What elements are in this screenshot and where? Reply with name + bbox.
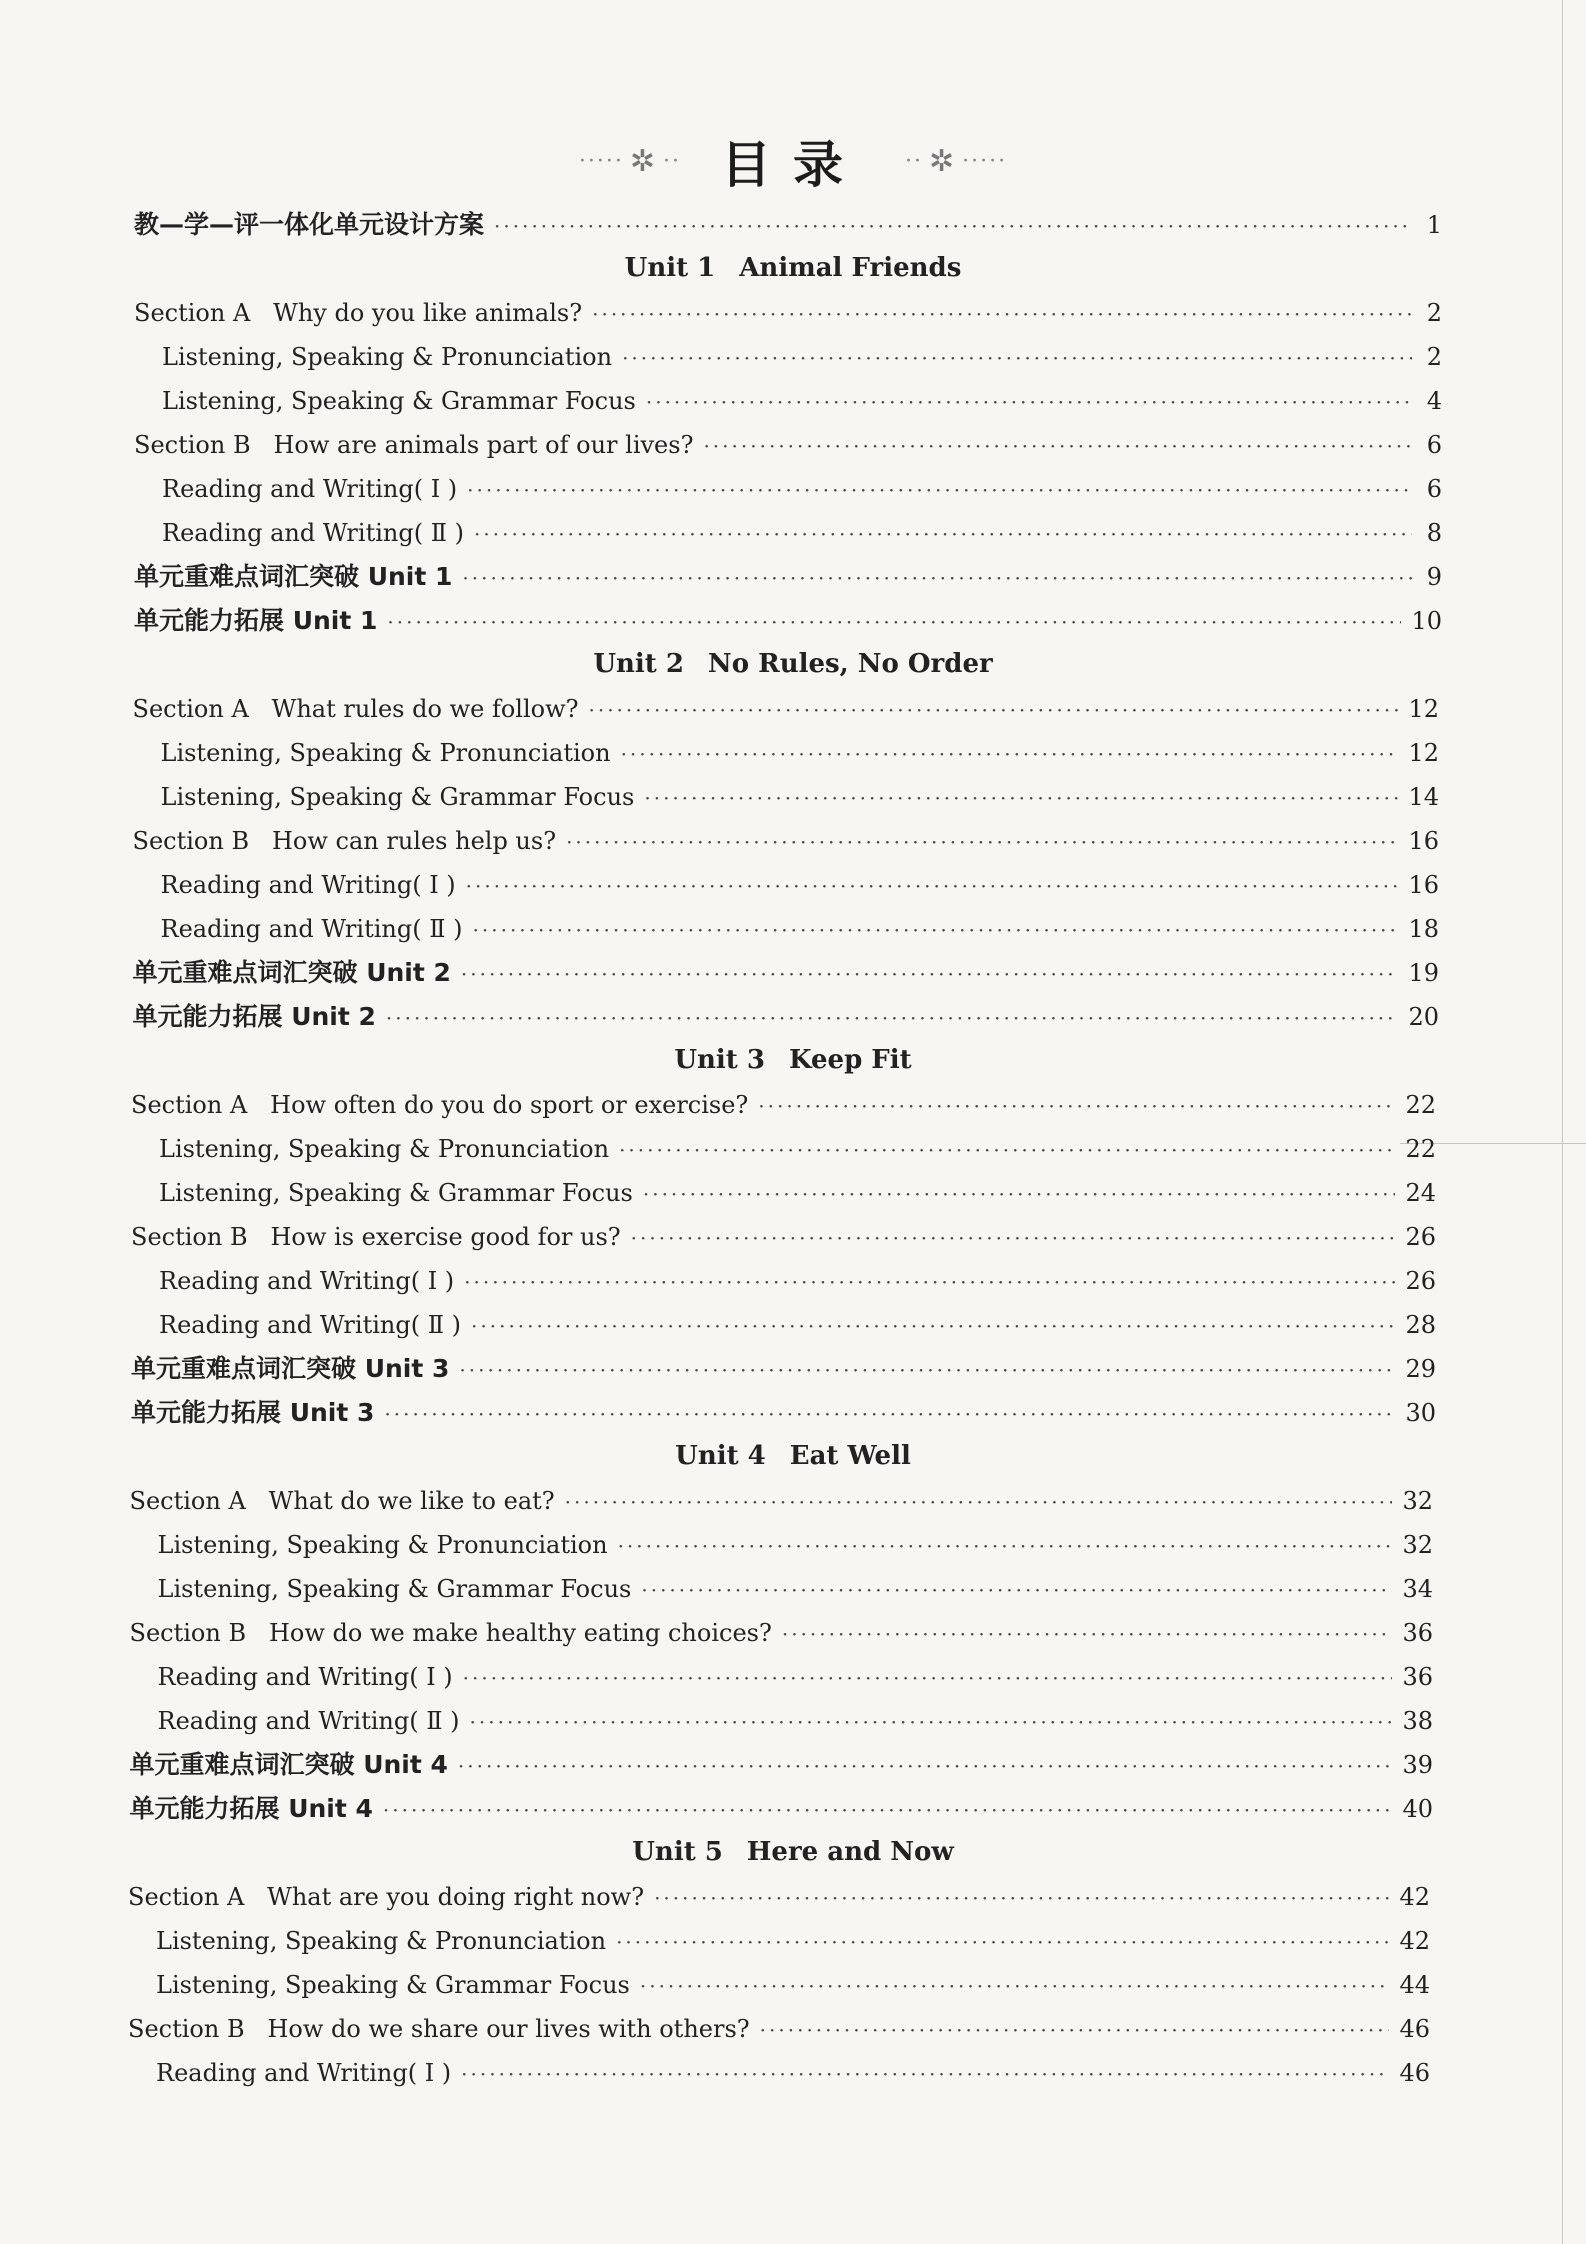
page-title: 目录 <box>721 136 865 194</box>
toc-page-number: 8 <box>1426 519 1442 547</box>
dot-leader <box>646 385 1412 419</box>
toc-page-number: 36 <box>1402 1663 1433 1691</box>
toc-page-number: 2 <box>1426 299 1442 327</box>
toc-page-number: 12 <box>1408 695 1439 723</box>
toc-page-number: 26 <box>1405 1223 1436 1251</box>
toc-entry-label: Reading and Writing( Ⅰ ) <box>160 871 456 899</box>
toc-entry[interactable] <box>134 604 1442 638</box>
ornament-dots: ·· <box>905 148 923 174</box>
toc-entry-label: Reading and Writing( Ⅱ ) <box>159 1311 462 1339</box>
toc-entry-label: Listening, Speaking & Pronunciation <box>160 739 611 767</box>
toc-entry-label: Reading and Writing( Ⅱ ) <box>157 1707 460 1735</box>
toc-entry[interactable] <box>161 780 1440 814</box>
dot-leader <box>592 297 1412 331</box>
toc-page-number: 39 <box>1402 1751 1433 1779</box>
unit-number: Unit 2 <box>593 649 684 679</box>
toc-entry[interactable] <box>131 1220 1436 1254</box>
dot-leader <box>643 1177 1396 1211</box>
toc-entry-label: 单元能力拓展 Unit 3 <box>131 1398 375 1427</box>
toc-page-number: 34 <box>1402 1575 1433 1603</box>
dot-leader <box>641 1573 1392 1607</box>
toc-entry-label: Listening, Speaking & Grammar Focus <box>157 1575 632 1603</box>
toc-entry[interactable] <box>156 1968 1430 2002</box>
toc-entry-label: Listening, Speaking & Grammar Focus <box>160 783 635 811</box>
dot-leader <box>621 737 1399 771</box>
toc-entry-label: Reading and Writing( Ⅱ ) <box>162 519 465 547</box>
toc-entry[interactable] <box>158 1528 1434 1562</box>
unit-title: No Rules, No Order <box>707 649 993 679</box>
toc-entry-label: Listening, Speaking & Grammar Focus <box>156 1971 630 1999</box>
dot-leader <box>782 1617 1393 1651</box>
toc-entry-label: 单元能力拓展 Unit 2 <box>132 1002 376 1031</box>
toc-entry-label: Listening, Speaking & Pronunciation <box>162 343 613 371</box>
toc-entry[interactable] <box>161 736 1440 770</box>
toc-page-number: 32 <box>1402 1531 1433 1559</box>
toc-entry[interactable] <box>161 868 1440 902</box>
dot-leader <box>760 2013 1390 2047</box>
toc-entry-label: Reading and Writing( Ⅰ ) <box>157 1663 453 1691</box>
dot-leader <box>622 341 1412 375</box>
unit-heading[interactable] <box>0 1042 1586 1078</box>
unit-heading[interactable] <box>0 1438 1586 1474</box>
left-ornament <box>579 144 681 179</box>
toc-entry[interactable] <box>133 692 1440 726</box>
toc-entry[interactable] <box>158 1704 1434 1738</box>
toc-entry[interactable] <box>158 1660 1434 1694</box>
dot-leader <box>616 1925 1389 1959</box>
unit-number: Unit 4 <box>675 1441 766 1471</box>
toc-entry[interactable] <box>159 1264 1436 1298</box>
toc-entry[interactable] <box>130 1748 1434 1782</box>
dot-leader <box>461 957 1399 991</box>
dot-leader <box>466 869 1399 903</box>
dot-leader <box>494 209 1412 243</box>
dot-leader <box>588 693 1398 727</box>
toc-entry-label: Reading and Writing( Ⅱ ) <box>160 915 463 943</box>
toc-entry[interactable] <box>128 2012 1430 2046</box>
dot-leader <box>473 913 1399 947</box>
toc-page-number: 29 <box>1405 1355 1436 1383</box>
unit-heading[interactable] <box>0 250 1586 286</box>
toc-entry-label: Section A What are you doing right now? <box>128 1883 645 1911</box>
toc-entry[interactable] <box>133 956 1440 990</box>
toc-entry[interactable] <box>130 1616 1434 1650</box>
toc-entry[interactable] <box>131 1352 1436 1386</box>
toc-entry[interactable] <box>134 296 1442 330</box>
toc-page-number: 1 <box>1426 211 1442 239</box>
toc-entry-label: Listening, Speaking & Grammar Focus <box>162 387 636 415</box>
toc-page-number: 16 <box>1408 827 1439 855</box>
toc-entry-label: Section B How do we share our lives with others? <box>128 2015 750 2043</box>
dot-leader <box>618 1529 1393 1563</box>
toc-entry[interactable] <box>131 1088 1436 1122</box>
dot-leader <box>467 473 1412 507</box>
ornament-dots: ····· <box>578 148 624 174</box>
dot-leader <box>461 2057 1389 2091</box>
toc-page-number: 12 <box>1408 739 1439 767</box>
toc-entry[interactable] <box>162 516 1442 550</box>
toc-entry-label: 教—学—评一体化单元设计方案 <box>134 210 485 239</box>
toc-page-number: 22 <box>1405 1091 1436 1119</box>
toc-page-number: 14 <box>1408 783 1439 811</box>
toc-entry-label: 单元重难点词汇突破 Unit 2 <box>132 958 451 987</box>
toc-entry[interactable] <box>134 428 1442 462</box>
dot-leader <box>383 1793 1393 1827</box>
toc-page-number: 18 <box>1408 915 1439 943</box>
toc-entry-label: Reading and Writing( Ⅰ ) <box>159 1267 455 1295</box>
toc-entry[interactable] <box>133 1000 1440 1034</box>
toc-entry[interactable] <box>131 1396 1436 1430</box>
toc-entry[interactable] <box>128 1880 1430 1914</box>
dot-leader <box>640 1969 1390 2003</box>
toc-entry-label: Section B How do we make healthy eating choices? <box>129 1619 772 1647</box>
dot-leader <box>463 1661 1393 1695</box>
toc-entry-label: Section A How often do you do sport or exercise? <box>131 1091 749 1119</box>
toc-entry-label: Section A What do we like to eat? <box>129 1487 555 1515</box>
toc-entry[interactable] <box>134 208 1442 242</box>
toc-entry-label: Listening, Speaking & Pronunciation <box>159 1135 610 1163</box>
toc-entry-label: 单元重难点词汇突破 Unit 1 <box>134 562 453 591</box>
toc-entry[interactable] <box>162 472 1442 506</box>
dot-leader <box>387 605 1401 639</box>
ornament-dots: ·· <box>663 148 681 174</box>
dot-leader <box>470 1705 1393 1739</box>
toc-entry[interactable] <box>134 560 1442 594</box>
unit-heading[interactable] <box>0 1834 1586 1870</box>
dot-leader <box>619 1133 1395 1167</box>
toc-page-number: 16 <box>1408 871 1439 899</box>
toc-page-number: 44 <box>1399 1971 1430 1999</box>
toc-page-number: 4 <box>1426 387 1442 415</box>
toc-page-number: 46 <box>1399 2015 1430 2043</box>
toc-entry-label: Section A Why do you like animals? <box>134 299 583 327</box>
toc-page-number: 46 <box>1399 2059 1430 2087</box>
toc-entry-label: Section B How can rules help us? <box>132 827 557 855</box>
dot-leader <box>566 825 1398 859</box>
toc-entry-label: Reading and Writing( Ⅰ ) <box>162 475 458 503</box>
dot-leader <box>644 781 1398 815</box>
unit-number: Unit 5 <box>632 1837 723 1867</box>
dot-leader <box>464 1265 1395 1299</box>
toc-page-number: 6 <box>1426 475 1442 503</box>
dot-leader <box>384 1397 1395 1431</box>
toc-entry[interactable] <box>159 1176 1436 1210</box>
dot-leader <box>458 1749 1393 1783</box>
unit-title: Animal Friends <box>739 253 962 283</box>
toc-page-number: 36 <box>1402 1619 1433 1647</box>
dot-leader <box>565 1485 1393 1519</box>
toc-entry[interactable] <box>158 1572 1434 1606</box>
unit-number: Unit 1 <box>624 253 716 283</box>
toc-page-number: 19 <box>1408 959 1439 987</box>
toc-entry[interactable] <box>130 1484 1434 1518</box>
right-ornament <box>905 144 1007 179</box>
toc-entry-label: 单元能力拓展 Unit 4 <box>129 1794 373 1823</box>
toc-page-number: 38 <box>1402 1707 1433 1735</box>
toc-entry-label: Section B How is exercise good for us? <box>131 1223 621 1251</box>
dot-leader <box>386 1001 1399 1035</box>
toc-entry-label: 单元能力拓展 Unit 1 <box>134 606 378 635</box>
unit-title: Eat Well <box>789 1441 911 1471</box>
toc-entry-label: 单元重难点词汇突破 Unit 3 <box>131 1354 450 1383</box>
toc-entry-label: Reading and Writing( Ⅰ ) <box>156 2059 452 2087</box>
toc-entry-label: 单元重难点词汇突破 Unit 4 <box>129 1750 448 1779</box>
dot-leader <box>474 517 1412 551</box>
toc-entry[interactable] <box>133 824 1440 858</box>
toc-page-number: 6 <box>1426 431 1442 459</box>
toc-page-number: 30 <box>1405 1399 1436 1427</box>
toc-entry-label: Listening, Speaking & Grammar Focus <box>159 1179 633 1207</box>
toc-entry[interactable] <box>156 1924 1430 1958</box>
page-edge-line <box>1562 0 1563 2244</box>
toc-page-number: 28 <box>1405 1311 1436 1339</box>
toc-page-number: 20 <box>1408 1003 1439 1031</box>
toc-page-number: 9 <box>1426 563 1442 591</box>
toc-entry[interactable] <box>156 2056 1430 2090</box>
toc-page-number: 40 <box>1402 1795 1433 1823</box>
dot-leader <box>459 1353 1395 1387</box>
toc-entry[interactable] <box>162 340 1442 374</box>
unit-title: Here and Now <box>746 1837 954 1867</box>
dot-leader <box>471 1309 1395 1343</box>
page-header <box>0 125 1586 197</box>
flower-ornament-icon: ✲ <box>629 143 657 179</box>
flower-ornament-icon: ✲ <box>929 143 957 179</box>
toc-page-number: 24 <box>1405 1179 1436 1207</box>
toc-page-number: 42 <box>1399 1927 1430 1955</box>
unit-number: Unit 3 <box>674 1045 765 1075</box>
toc-page-number: 10 <box>1411 607 1442 635</box>
toc-entry-label: Listening, Speaking & Pronunciation <box>156 1927 607 1955</box>
toc-entry[interactable] <box>159 1308 1436 1342</box>
toc-entry-label: Listening, Speaking & Pronunciation <box>157 1531 608 1559</box>
toc-entry-label: Section A What rules do we follow? <box>132 695 579 723</box>
toc-entry-label: Section B How are animals part of our lives? <box>134 431 694 459</box>
toc-page-number: 2 <box>1426 343 1442 371</box>
toc-page-number: 32 <box>1402 1487 1433 1515</box>
unit-title: Keep Fit <box>788 1045 912 1075</box>
toc-entry[interactable] <box>130 1792 1434 1826</box>
toc-page-number: 26 <box>1405 1267 1436 1295</box>
ornament-dots: ····· <box>962 148 1008 174</box>
toc-entry[interactable] <box>161 912 1440 946</box>
dot-leader <box>462 561 1412 595</box>
toc-page-number: 22 <box>1405 1135 1436 1163</box>
dot-leader <box>703 429 1412 463</box>
toc-entry[interactable] <box>162 384 1442 418</box>
unit-heading[interactable] <box>0 646 1586 682</box>
toc-entry[interactable] <box>159 1132 1436 1166</box>
toc-page-number: 42 <box>1399 1883 1430 1911</box>
dot-leader <box>631 1221 1396 1255</box>
dot-leader <box>654 1881 1389 1915</box>
dot-leader <box>758 1089 1395 1123</box>
